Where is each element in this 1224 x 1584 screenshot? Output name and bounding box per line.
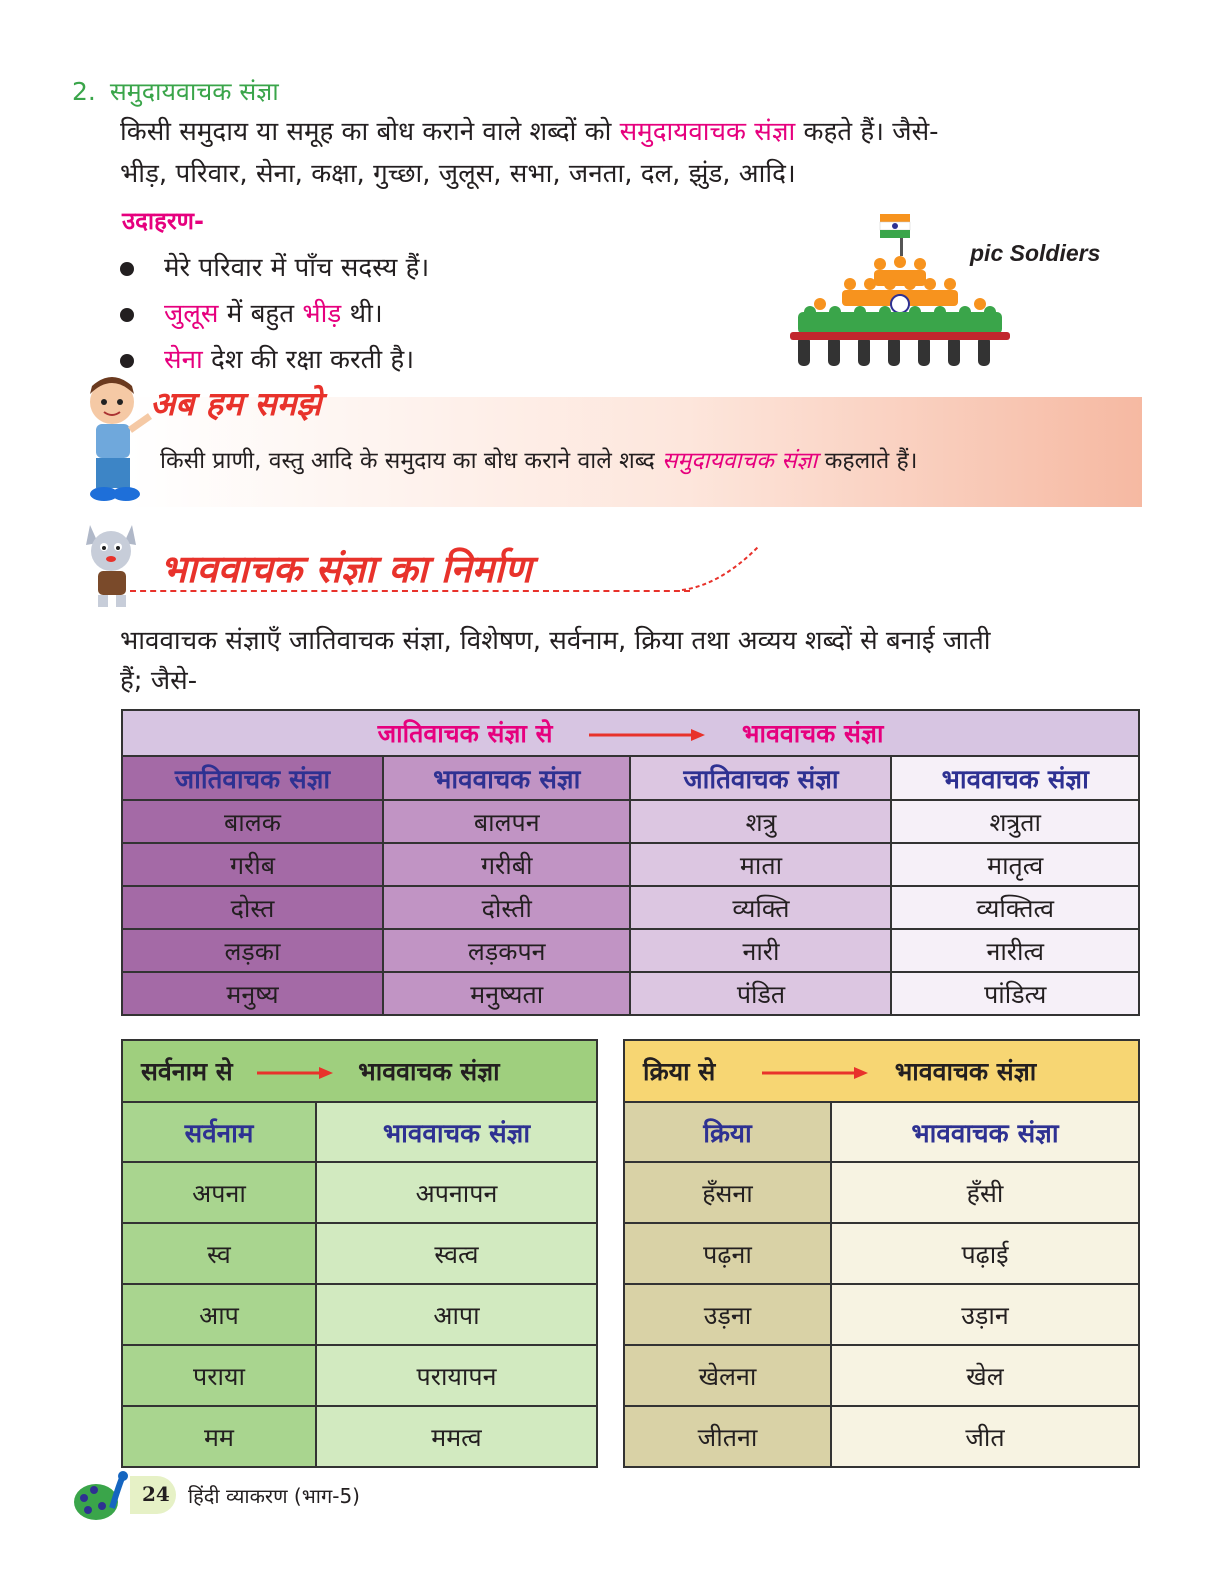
table-common-noun: [121, 709, 1140, 1016]
column-header: भाववाचक संज्ञा: [316, 1102, 597, 1162]
table-row: [122, 1223, 597, 1284]
recap-text-post: कहलाते हैं।: [817, 448, 918, 474]
bullet-icon: [120, 354, 134, 368]
table-title-left: सर्वनाम से: [141, 1057, 233, 1086]
recap-text: [160, 443, 917, 475]
soldiers-illustration: [780, 212, 1020, 377]
table-cell: बालपन: [383, 800, 631, 843]
table-title-right: भाववाचक संज्ञा: [741, 719, 884, 748]
table-title-right: भाववाचक संज्ञा: [894, 1057, 1037, 1086]
column-header: जातिवाचक संज्ञा: [122, 756, 383, 800]
table-cell: खेलना: [624, 1345, 831, 1406]
peacock-icon: [72, 1468, 134, 1524]
table-cell: गरीबी: [383, 843, 631, 886]
intro-line-2: हैं; जैसे-: [120, 666, 198, 696]
table-row: [122, 886, 1139, 929]
table-row: [624, 1223, 1139, 1284]
example-2-term-2: भीड़: [302, 299, 342, 329]
pic-label: pic Soldiers: [970, 240, 1101, 266]
table-cell: नारी: [630, 929, 891, 972]
table-cell: खेल: [831, 1345, 1139, 1406]
table-cell: व्यक्तित्व: [891, 886, 1139, 929]
table-cell: जीत: [831, 1406, 1139, 1467]
table-cell: आपा: [316, 1284, 597, 1345]
example-item-1: [120, 248, 429, 284]
column-header: जातिवाचक संज्ञा: [630, 756, 891, 800]
book-title: हिंदी व्याकरण (भाग-5): [188, 1484, 360, 1508]
table-cell: परायापन: [316, 1345, 597, 1406]
heading-flourish: [680, 545, 760, 595]
example-2-mid: में बहुत: [218, 299, 303, 329]
table-row: [122, 1406, 597, 1467]
example-2-term-1: जुलूस: [164, 299, 219, 329]
table-row: [624, 1345, 1139, 1406]
table-row: [122, 1345, 597, 1406]
column-header: सर्वनाम: [122, 1102, 316, 1162]
table-row: [122, 972, 1139, 1015]
table-row: [122, 929, 1139, 972]
table-cell: हँसी: [831, 1162, 1139, 1223]
table-cell: माता: [630, 843, 891, 886]
bullet-icon: [120, 308, 134, 322]
table-row: [122, 800, 1139, 843]
table-cell: पांडित्य: [891, 972, 1139, 1015]
table-row: [624, 1162, 1139, 1223]
example-3-rest: देश की रक्षा करती है।: [202, 345, 415, 375]
recap-title: अब हम समझे: [150, 384, 322, 423]
table-cell: मनुष्य: [122, 972, 383, 1015]
table-title-left: जातिवाचक संज्ञा से: [377, 719, 553, 748]
table-cell: मनुष्यता: [383, 972, 631, 1015]
table-cell: शत्रुता: [891, 800, 1139, 843]
example-1-text: मेरे परिवार में पाँच सदस्य हैं।: [164, 253, 430, 283]
table-cell: पढ़ाई: [831, 1223, 1139, 1284]
table-title: [122, 710, 1139, 756]
table-cell: लड़का: [122, 929, 383, 972]
table-cell: शत्रु: [630, 800, 891, 843]
arrow-icon: [587, 727, 707, 743]
example-item-3: [120, 340, 414, 376]
table-cell: बालक: [122, 800, 383, 843]
table-title: [122, 1040, 597, 1102]
recap-term: समुदायवाचक संज्ञा: [662, 448, 818, 474]
table-cell: स्व: [122, 1223, 316, 1284]
table-row: [122, 843, 1139, 886]
example-2-end: थी।: [341, 299, 383, 329]
table-cell: मम: [122, 1406, 316, 1467]
example-item-2: [120, 294, 383, 330]
table-row: [122, 1162, 597, 1223]
table-cell: उड़ान: [831, 1284, 1139, 1345]
table-cell: व्यक्ति: [630, 886, 891, 929]
table-cell: आप: [122, 1284, 316, 1345]
table-title-right: भाववाचक संज्ञा: [358, 1057, 500, 1086]
table-cell: पढ़ना: [624, 1223, 831, 1284]
example-3-term: सेना: [164, 345, 203, 375]
intro-line-1: भाववाचक संज्ञाएँ जातिवाचक संज्ञा, विशेषण, सर्वनाम, क्रिया तथा अव्यय शब्दों से बनाई जाती: [120, 626, 991, 656]
column-header: क्रिया: [624, 1102, 831, 1162]
table-cell: हँसना: [624, 1162, 831, 1223]
table-cell: दोस्त: [122, 886, 383, 929]
recap-text-pre: किसी प्राणी, वस्तु आदि के समुदाय का बोध कराने वाले शब्द: [160, 448, 662, 474]
table-cell: नारीत्व: [891, 929, 1139, 972]
table-pronoun: [121, 1039, 598, 1468]
table-cell: गरीब: [122, 843, 383, 886]
boy-mascot-icon: [74, 372, 154, 507]
table-row: [624, 1406, 1139, 1467]
section-number: 2.: [72, 77, 96, 106]
column-header: भाववाचक संज्ञा: [383, 756, 631, 800]
table-cell: स्वत्व: [316, 1223, 597, 1284]
definition-post: कहते हैं। जैसे-: [795, 117, 939, 147]
definition-pre: किसी समुदाय या समूह का बोध कराने वाले शब्दों को: [120, 117, 620, 147]
section-title-text: समुदायवाचक संज्ञा: [109, 77, 279, 106]
table-cell: दोस्ती: [383, 886, 631, 929]
bullet-icon: [120, 262, 134, 276]
page-number: 24: [142, 1482, 170, 1506]
table-verb: [623, 1039, 1140, 1468]
arrow-icon: [255, 1065, 335, 1081]
examples-label: उदाहरण-: [122, 207, 204, 235]
table-title-left: क्रिया से: [643, 1057, 716, 1086]
section-title: [72, 74, 279, 108]
table-cell: जीतना: [624, 1406, 831, 1467]
table-title: [624, 1040, 1139, 1102]
table-row: [624, 1284, 1139, 1345]
heading-underline: [130, 590, 690, 592]
table-cell: लड़कपन: [383, 929, 631, 972]
table-cell: ममत्व: [316, 1406, 597, 1467]
table-cell: उड़ना: [624, 1284, 831, 1345]
arrow-icon: [760, 1065, 870, 1081]
page-heading: भाववाचक संज्ञा का निर्माण: [160, 547, 532, 591]
table-cell: पंडित: [630, 972, 891, 1015]
definition-term: समुदायवाचक संज्ञा: [619, 117, 796, 147]
definition-examples-line: भीड़, परिवार, सेना, कक्षा, गुच्छा, जुलूस, सभा, जनता, दल, झुंड, आदि।: [120, 159, 796, 189]
cat-mascot-icon: [76, 515, 146, 610]
column-header: भाववाचक संज्ञा: [831, 1102, 1139, 1162]
column-header: भाववाचक संज्ञा: [891, 756, 1139, 800]
table-cell: अपनापन: [316, 1162, 597, 1223]
table-row: [122, 1284, 597, 1345]
table-cell: पराया: [122, 1345, 316, 1406]
table-cell: मातृत्व: [891, 843, 1139, 886]
table-cell: अपना: [122, 1162, 316, 1223]
definition-paragraph: [120, 113, 1142, 152]
